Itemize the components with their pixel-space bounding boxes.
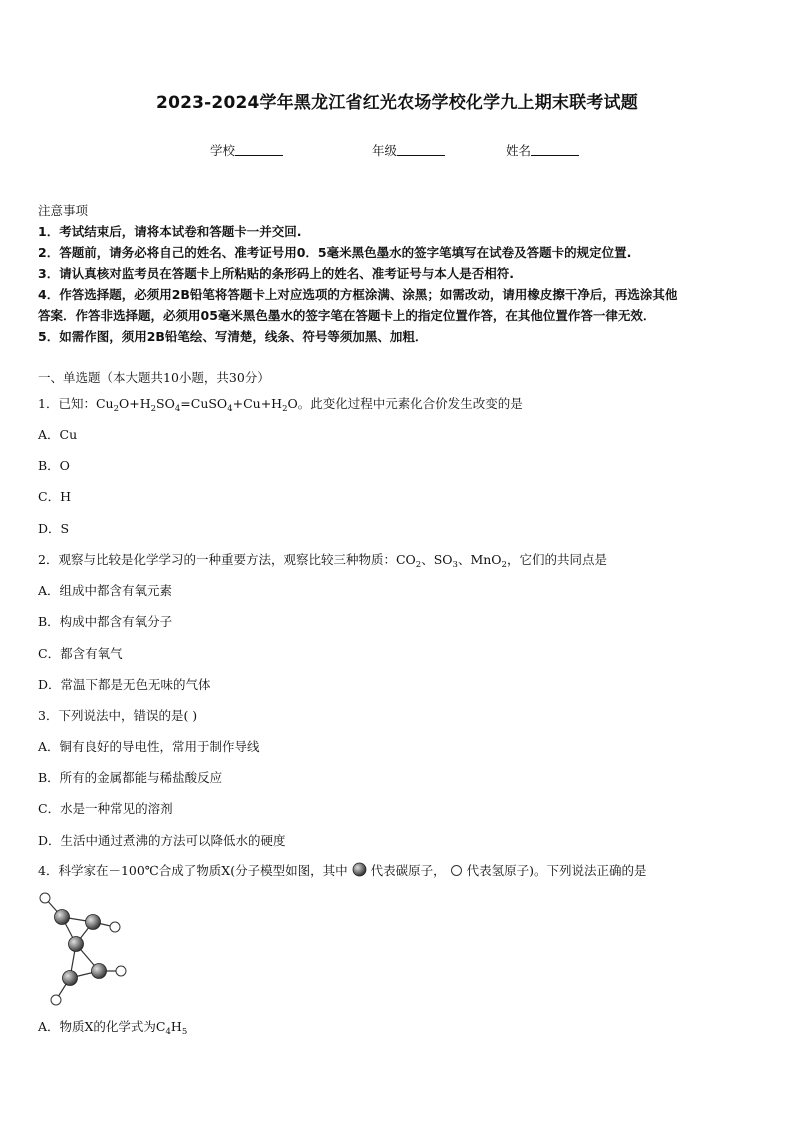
q4-text: 代表氢原子)。下列说法正确的是 (466, 863, 647, 878)
q2-suffix: 它们的共同点是 (519, 552, 607, 567)
grade-blank (397, 143, 445, 156)
formula-part: O+H (119, 396, 151, 411)
formula-part: 、SO (421, 552, 453, 567)
hydrogen-atom (116, 966, 126, 976)
question-3-stem: 3．下列说法中，错误的是( ) (38, 708, 198, 723)
question-3-option: D．生活中通过煮沸的方法可以降低水的硬度 (38, 833, 286, 848)
carbon-atom (69, 937, 84, 952)
subscript: 3 (452, 560, 458, 570)
school-blank (235, 143, 283, 156)
subscript: 2 (150, 404, 157, 414)
hydrogen-atom-icon (450, 864, 463, 877)
question-2-option: B．构成中都含有氧分子 (38, 614, 173, 629)
note-item: 5．如需作图，须用2B铅笔绘、写清楚，线条、符号等须加黑、加粗． (38, 329, 428, 344)
option-text: A．物质X的化学式为C (38, 1019, 166, 1034)
grade-field (372, 141, 445, 159)
notes-heading: 注意事项 (38, 203, 89, 218)
note-item: 1．考试结束后，请将本试卷和答题卡一并交回. (38, 224, 302, 239)
name-label: 姓名 (506, 143, 532, 158)
school-label: 学校 (210, 143, 236, 158)
formula-part: CO (395, 552, 416, 567)
formula-part: O。 (287, 396, 311, 411)
question-4-stem (38, 862, 756, 880)
note-item: 答案．作答非选择题，必须用05毫米黑色墨水的签字笔在答题卡上的指定位置作答，在其他位置作答一律无效． (38, 308, 656, 323)
note-item: 3．请认真核对监考员在答题卡上所粘贴的条形码上的姓名、准考证号与本人是否相符. (38, 266, 514, 281)
q4-text: 4．科学家在－100℃合成了物质X(分子模型如图，其中 (38, 863, 348, 878)
school-field (210, 141, 283, 159)
q1-suffix: 此变化过程中元素化合价发生改变的是 (310, 396, 523, 411)
section-heading: 一、单选题（本大题共10小题，共30分） (38, 370, 270, 385)
carbon-atom-icon (352, 862, 367, 877)
hydrogen-atom (110, 922, 120, 932)
q2-prefix: 2．观察与比较是化学学习的一种重要方法，观察比较三种物质： (38, 552, 396, 567)
subscript: 2 (113, 404, 119, 414)
carbon-atom (55, 910, 70, 925)
molecule-model-diagram (30, 888, 140, 1006)
question-1-stem (38, 395, 756, 418)
option-text: H (170, 1019, 182, 1034)
question-3-option: A．铜有良好的导电性，常用于制作导线 (38, 739, 260, 754)
name-blank (531, 143, 579, 156)
subscript: 2 (415, 560, 422, 570)
carbon-atom (86, 915, 101, 930)
formula-part: ， (506, 552, 520, 567)
question-2-stem (38, 551, 756, 574)
carbon-atom (92, 964, 107, 979)
question-3-option: C．水是一种常见的溶剂 (38, 801, 173, 816)
formula-part: 、MnO (457, 552, 502, 567)
question-1-option: C．H (38, 489, 71, 504)
question-1-option: B．O (38, 458, 70, 473)
note-item: 2．答题前，请务必将自己的姓名、准考证号用0．5毫米黑色墨水的签字笔填写在试卷及答题卡的规定位置. (38, 245, 632, 260)
page-title: 2023-2024学年黑龙江省红光农场学校化学九上期末联考试题 (156, 93, 638, 113)
name-field (506, 141, 579, 159)
subscript: 4 (227, 404, 233, 414)
hydrogen-atom (51, 995, 61, 1005)
subscript: 2 (282, 404, 288, 414)
formula-part: =CuSO (180, 396, 228, 411)
subscript: 4 (165, 1027, 171, 1037)
question-2-option: A．组成中都含有氧元素 (38, 583, 173, 598)
q4-text: 代表碳原子， (370, 863, 446, 878)
question-1-option: A．Cu (38, 427, 78, 442)
carbon-atom (63, 971, 78, 986)
formula-part: SO (156, 396, 175, 411)
grade-label: 年级 (372, 143, 398, 158)
question-3-option: B．所有的金属都能与稀盐酸反应 (38, 770, 223, 785)
formula-part: Cu (95, 396, 114, 411)
note-item: 4．作答选择题，必须用2B铅笔将答题卡上对应选项的方框涂满、涂黑；如需改动，请用橡皮擦干净后，再选涂其他 (38, 287, 678, 302)
q1-prefix: 1．已知： (38, 396, 96, 411)
hydrogen-atom (40, 893, 50, 903)
formula-part: +Cu+H (232, 396, 283, 411)
subscript: 2 (501, 560, 507, 570)
question-1-option: D．S (38, 521, 70, 536)
question-2-option: D．常温下都是无色无味的气体 (38, 677, 211, 692)
subscript: 5 (181, 1027, 188, 1037)
subscript: 4 (174, 404, 181, 414)
question-2-option: C．都含有氧气 (38, 646, 123, 661)
question-4-option (38, 1018, 756, 1041)
